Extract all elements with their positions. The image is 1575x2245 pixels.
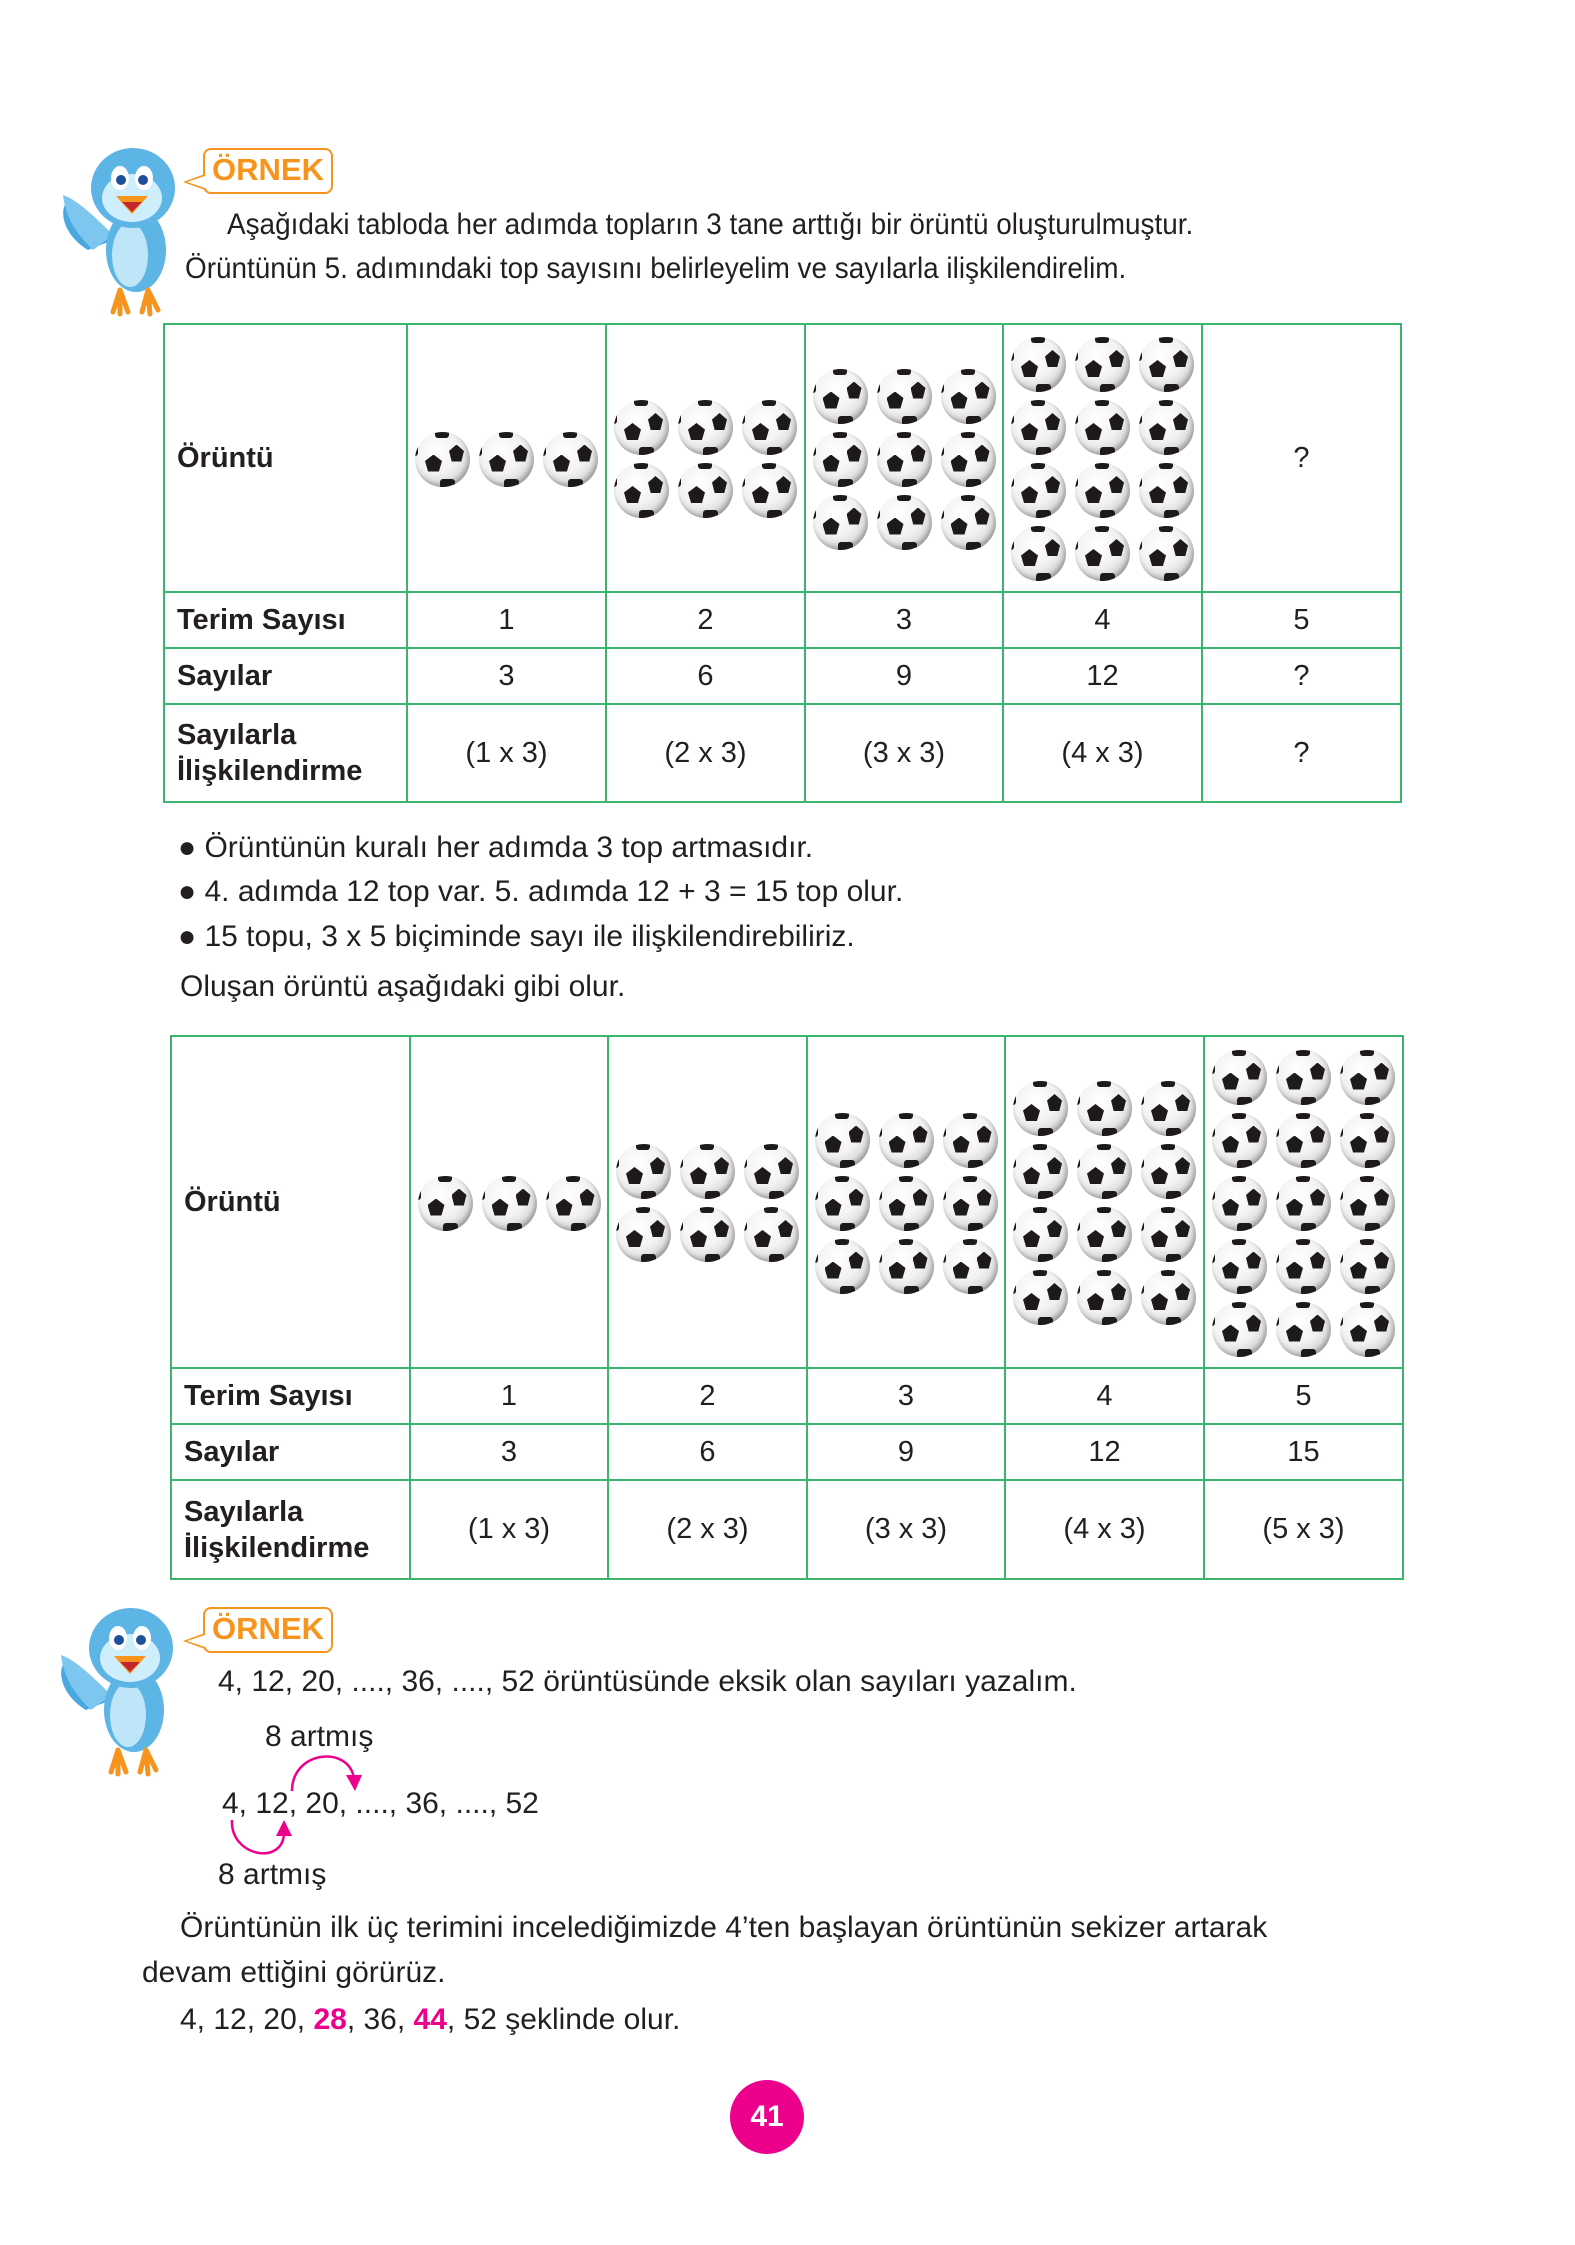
soccer-ball-icon [943, 1113, 998, 1168]
relation-cell: (3 x 3) [807, 1480, 1005, 1579]
soccer-ball-icon [616, 1207, 671, 1262]
term-cell: 4 [1003, 592, 1202, 648]
soccer-ball-icon [1141, 1270, 1196, 1325]
arrow-label-bottom: 8 artmış [218, 1858, 327, 1891]
row-label-term: Terim Sayısı [164, 592, 407, 648]
ball-row [1013, 1207, 1196, 1262]
relation-cell: (5 x 3) [1204, 1480, 1403, 1579]
soccer-ball-icon [1139, 400, 1194, 455]
relation-cell: (4 x 3) [1005, 1480, 1204, 1579]
ball-row [813, 432, 996, 487]
intro-line-2: Örüntünün 5. adımındaki top sayısını belirleyelim ve sayılarla ilişkilendirelim. [185, 252, 1127, 285]
soccer-ball-icon [877, 432, 932, 487]
number-cell: 9 [805, 648, 1003, 704]
number-cell: 15 [1204, 1424, 1403, 1480]
soccer-ball-icon [877, 369, 932, 424]
ball-row [1212, 1239, 1395, 1294]
soccer-ball-icon [1077, 1207, 1132, 1262]
relation-row [171, 1480, 1403, 1579]
pattern-cell-1 [410, 1036, 608, 1368]
explanation-line-2: devam ettiğini görürüz. [142, 1956, 446, 1989]
term-cell: 1 [410, 1368, 608, 1424]
soccer-ball-icon [546, 1176, 601, 1231]
number-cell: 9 [807, 1424, 1005, 1480]
row-label-pattern: Örüntü [171, 1036, 410, 1368]
number-cell: 3 [407, 648, 606, 704]
answer-part: , 36, [346, 2003, 414, 2036]
relation-cell: ? [1202, 704, 1401, 802]
pattern-cell-2 [606, 324, 805, 592]
soccer-ball-icon [813, 369, 868, 424]
relation-cell: (1 x 3) [410, 1480, 608, 1579]
ball-row [1011, 463, 1194, 518]
pattern-row [171, 1036, 1403, 1368]
soccer-ball-icon [1340, 1113, 1395, 1168]
pattern-cell-1 [407, 324, 606, 592]
soccer-ball-icon [1011, 337, 1066, 392]
ball-stack [808, 1105, 1004, 1300]
pattern-cell-2 [608, 1036, 807, 1368]
row-label-numbers: Sayılar [171, 1424, 410, 1480]
soccer-ball-icon [1141, 1207, 1196, 1262]
numbers-row [171, 1424, 1403, 1480]
relation-cell: (3 x 3) [805, 704, 1003, 802]
example-badge-label: ÖRNEK [212, 152, 324, 187]
soccer-ball-icon [877, 495, 932, 550]
relation-cell: (2 x 3) [608, 1480, 807, 1579]
soccer-ball-icon [1276, 1176, 1331, 1231]
soccer-ball-icon [943, 1176, 998, 1231]
ball-stack [408, 424, 605, 493]
bullet-text: 4. adımda 12 top var. 5. adımda 12 + 3 = 15 top olur. [204, 875, 904, 908]
answer-line [180, 2002, 680, 2038]
term-row [164, 592, 1401, 648]
soccer-ball-icon [1340, 1176, 1395, 1231]
soccer-ball-icon [879, 1113, 934, 1168]
term-cell: 5 [1204, 1368, 1403, 1424]
soccer-ball-icon [815, 1176, 870, 1231]
ball-stack [1006, 1073, 1203, 1331]
soccer-ball-icon [1340, 1302, 1395, 1357]
ball-stack [607, 392, 804, 524]
soccer-ball-icon [1276, 1302, 1331, 1357]
pattern-row [164, 324, 1401, 592]
soccer-ball-icon [1013, 1270, 1068, 1325]
relation-row [164, 704, 1401, 802]
number-cell: 6 [608, 1424, 807, 1480]
soccer-ball-icon [418, 1176, 473, 1231]
term-cell: 3 [805, 592, 1003, 648]
intro-line-1: Aşağıdaki tabloda her adımda topların 3 tane arttığı bir örüntü oluşturulmuştur. [227, 208, 1194, 241]
soccer-ball-icon [1075, 400, 1130, 455]
soccer-ball-icon [1075, 337, 1130, 392]
missing-value-2: 44 [413, 2003, 447, 2036]
soccer-ball-icon [415, 432, 470, 487]
soccer-ball-icon [678, 463, 733, 518]
soccer-ball-icon [678, 400, 733, 455]
row-label-relation [171, 1480, 410, 1579]
ball-stack [609, 1136, 806, 1268]
ball-row [813, 369, 996, 424]
pattern-cell-5 [1204, 1036, 1403, 1368]
pattern-cell-4 [1005, 1036, 1204, 1368]
pattern-table-question [163, 323, 1402, 803]
ball-row [1212, 1113, 1395, 1168]
bullet-icon: ● [178, 875, 205, 908]
pattern-cell-3 [805, 324, 1003, 592]
soccer-ball-icon [1212, 1239, 1267, 1294]
relation-cell: (4 x 3) [1003, 704, 1202, 802]
ball-row [616, 1144, 799, 1199]
numbers-row [164, 648, 1401, 704]
bird-mascot-icon [58, 140, 188, 318]
ball-row [1013, 1144, 1196, 1199]
soccer-ball-icon [1139, 463, 1194, 518]
soccer-ball-icon [941, 369, 996, 424]
soccer-ball-icon [742, 400, 797, 455]
example-badge-label: ÖRNEK [212, 1611, 324, 1646]
ball-row [614, 400, 797, 455]
number-cell: 3 [410, 1424, 608, 1480]
ball-row [815, 1176, 998, 1231]
row-label-relation [164, 704, 407, 802]
bird-mascot-icon [56, 1600, 186, 1778]
bullet-item [178, 874, 903, 910]
soccer-ball-icon [1013, 1144, 1068, 1199]
soccer-ball-icon [742, 463, 797, 518]
pattern-cell-3 [807, 1036, 1005, 1368]
soccer-ball-icon [813, 432, 868, 487]
term-cell: 3 [807, 1368, 1005, 1424]
soccer-ball-icon [680, 1207, 735, 1262]
pattern-cell-4 [1003, 324, 1202, 592]
bullet-item [178, 919, 855, 955]
number-cell: ? [1202, 648, 1401, 704]
soccer-ball-icon [614, 463, 669, 518]
soccer-ball-icon [879, 1239, 934, 1294]
soccer-ball-icon [744, 1144, 799, 1199]
soccer-ball-icon [941, 432, 996, 487]
row-label-relation-line2: İlişkilendirme [184, 1531, 370, 1564]
soccer-ball-icon [616, 1144, 671, 1199]
soccer-ball-icon [1011, 463, 1066, 518]
soccer-ball-icon [1139, 526, 1194, 581]
ball-stack [806, 361, 1002, 556]
answer-part: 4, 12, 20, [180, 2003, 314, 2036]
ball-row [614, 463, 797, 518]
number-cell: 6 [606, 648, 805, 704]
row-label-numbers: Sayılar [164, 648, 407, 704]
page-number-badge: 41 [730, 2080, 804, 2154]
soccer-ball-icon [479, 432, 534, 487]
row-label-term: Terim Sayısı [171, 1368, 410, 1424]
pattern-table-answer [170, 1035, 1404, 1580]
soccer-ball-icon [1340, 1050, 1395, 1105]
sequence-line: 4, 12, 20, ...., 36, ...., 52 [222, 1787, 539, 1820]
soccer-ball-icon [1141, 1081, 1196, 1136]
soccer-ball-icon [543, 432, 598, 487]
soccer-ball-icon [815, 1113, 870, 1168]
relation-cell: (2 x 3) [606, 704, 805, 802]
soccer-ball-icon [680, 1144, 735, 1199]
ball-row [418, 1176, 601, 1231]
soccer-ball-icon [614, 400, 669, 455]
example-badge [203, 1607, 333, 1653]
ball-row [1212, 1050, 1395, 1105]
soccer-ball-icon [744, 1207, 799, 1262]
ball-row [813, 495, 996, 550]
ball-row [1013, 1081, 1196, 1136]
ball-row [616, 1207, 799, 1262]
term-row [171, 1368, 1403, 1424]
explanation-line-1: Örüntünün ilk üç terimini incelediğimizde 4’ten başlayan örüntünün sekizer artarak [180, 1911, 1268, 1944]
bullet-icon: ● [178, 831, 205, 864]
bullet-item [178, 830, 813, 866]
soccer-ball-icon [1013, 1207, 1068, 1262]
relation-cell: (1 x 3) [407, 704, 606, 802]
missing-value-1: 28 [313, 2003, 347, 2036]
soccer-ball-icon [1139, 337, 1194, 392]
ball-row [1212, 1302, 1395, 1357]
number-cell: 12 [1005, 1424, 1204, 1480]
ball-row [1212, 1176, 1395, 1231]
row-label-relation-line2: İlişkilendirme [177, 755, 363, 787]
soccer-ball-icon [1075, 526, 1130, 581]
soccer-ball-icon [1276, 1050, 1331, 1105]
term-cell: 4 [1005, 1368, 1204, 1424]
soccer-ball-icon [1276, 1113, 1331, 1168]
term-cell: 2 [608, 1368, 807, 1424]
ball-stack [1205, 1042, 1402, 1363]
ball-row [815, 1113, 998, 1168]
soccer-ball-icon [1340, 1239, 1395, 1294]
soccer-ball-icon [482, 1176, 537, 1231]
bullet-text: 15 topu, 3 x 5 biçiminde sayı ile ilişkilendirebiliriz. [204, 920, 855, 953]
bullet-icon: ● [178, 920, 205, 953]
term-cell: 1 [407, 592, 606, 648]
ball-row [1011, 400, 1194, 455]
soccer-ball-icon [1212, 1113, 1267, 1168]
ball-stack [1004, 329, 1201, 587]
soccer-ball-icon [1141, 1144, 1196, 1199]
term-cell: 5 [1202, 592, 1401, 648]
soccer-ball-icon [1212, 1302, 1267, 1357]
soccer-ball-icon [815, 1239, 870, 1294]
soccer-ball-icon [1011, 526, 1066, 581]
pattern-cell-5-unknown: ? [1202, 324, 1401, 592]
result-caption: Oluşan örüntü aşağıdaki gibi olur. [180, 970, 626, 1003]
bullet-text: Örüntünün kuralı her adımda 3 top artmasıdır. [204, 831, 814, 864]
soccer-ball-icon [1077, 1270, 1132, 1325]
ball-row [1011, 526, 1194, 581]
soccer-ball-icon [1212, 1050, 1267, 1105]
row-label-pattern: Örüntü [164, 324, 407, 592]
ball-row [815, 1239, 998, 1294]
soccer-ball-icon [1276, 1239, 1331, 1294]
ball-row [1011, 337, 1194, 392]
number-cell: 12 [1003, 648, 1202, 704]
soccer-ball-icon [941, 495, 996, 550]
example-badge [203, 148, 333, 194]
soccer-ball-icon [1011, 400, 1066, 455]
soccer-ball-icon [1013, 1081, 1068, 1136]
example2-question: 4, 12, 20, ...., 36, ...., 52 örüntüsünde eksik olan sayıları yazalım. [218, 1665, 1077, 1698]
soccer-ball-icon [813, 495, 868, 550]
arrow-label-top: 8 artmış [265, 1720, 374, 1753]
soccer-ball-icon [943, 1239, 998, 1294]
soccer-ball-icon [1077, 1081, 1132, 1136]
ball-stack [411, 1168, 607, 1237]
soccer-ball-icon [879, 1176, 934, 1231]
term-cell: 2 [606, 592, 805, 648]
soccer-ball-icon [1077, 1144, 1132, 1199]
answer-part: , 52 şeklinde olur. [446, 2003, 681, 2036]
row-label-relation-line1: Sayılarla [184, 1495, 304, 1528]
ball-row [1013, 1270, 1196, 1325]
row-label-relation-line1: Sayılarla [177, 719, 297, 751]
soccer-ball-icon [1212, 1176, 1267, 1231]
soccer-ball-icon [1075, 463, 1130, 518]
ball-row [415, 432, 598, 487]
